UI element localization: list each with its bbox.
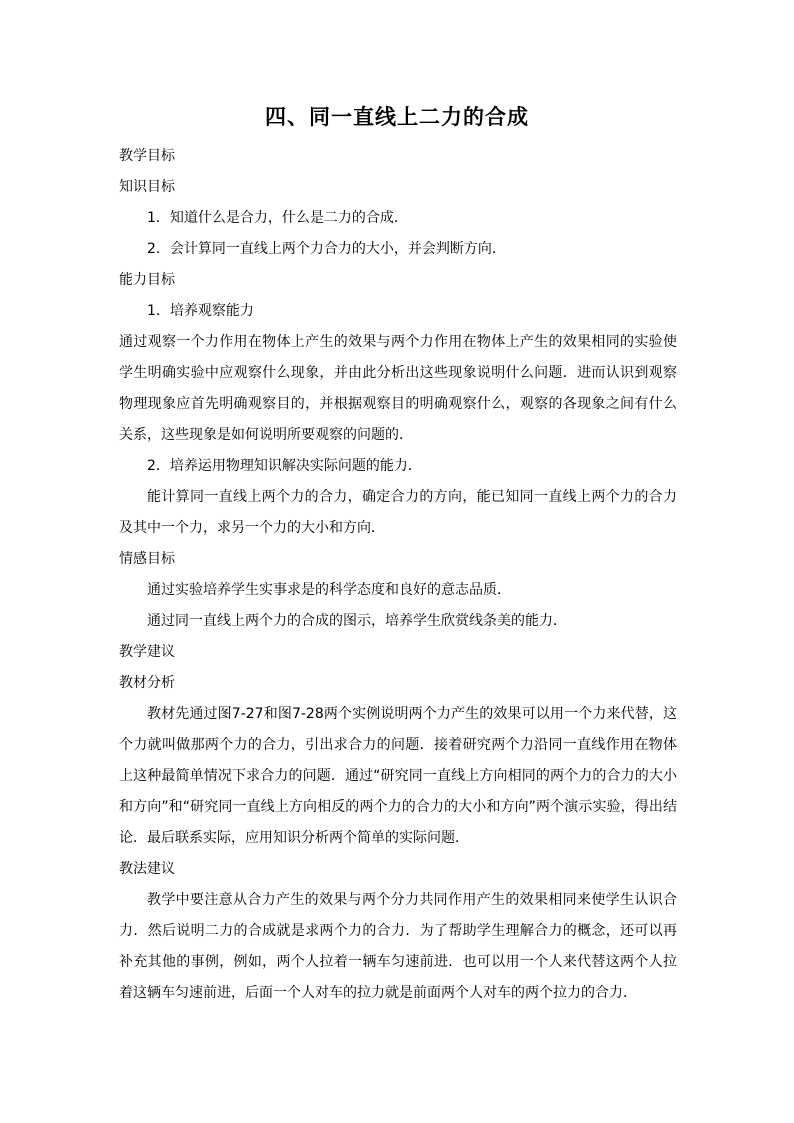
- section-heading-teaching-goals: 教学目标: [119, 148, 175, 164]
- subsection-heading-method-suggestions: 教法建议: [119, 861, 175, 877]
- subsection-heading-knowledge-goals: 知识目标: [119, 179, 175, 195]
- ability-goal-item: 2．培养运用物理知识解决实际问题的能力．: [147, 458, 422, 474]
- knowledge-goal-item: 2．会计算同一直线上两个力合力的大小，并会判断方向．: [147, 241, 506, 257]
- body-paragraph: 能计算同一直线上两个力的合力，确定合力的方向，能已知同一直线上两个力的合力及其中一个力，求另一个力的大小和方向．: [119, 489, 677, 536]
- section-heading-teaching-suggestions: 教学建议: [119, 644, 175, 660]
- emotional-goal-item: 通过实验培养学生实事求是的科学态度和良好的意志品质．: [147, 582, 511, 598]
- knowledge-goal-item: 1．知道什么是合力，什么是二力的合成．: [147, 210, 408, 226]
- subsection-heading-textbook-analysis: 教材分析: [119, 675, 175, 691]
- document-title: 四、同一直线上二力的合成: [265, 105, 529, 129]
- ability-goal-item: 1．培养观察能力: [147, 303, 254, 319]
- emotional-goal-item: 通过同一直线上两个力的合成的图示，培养学生欣赏线条美的能力．: [147, 613, 567, 629]
- body-paragraph: 通过观察一个力作用在物体上产生的效果与两个力作用在物体上产生的效果相同的实验使学生明确实验中应观察什么现象，并由此分析出这些现象说明什么问题．进而认识到观察物理现象应首先明确观察目的，并根据观察目的明确观察什么，观察的各现象之间有什么关系，这些现象是如何说明所要观察的问题的．: [119, 334, 677, 443]
- document-body: [119, 141, 677, 1009]
- body-paragraph: 教材先通过图7-27和图7-28两个实例说明两个力产生的效果可以用一个力来代替，这个力就叫做那两个力的合力，引出求合力的问题．接着研究两个力沿同一直线作用在物体上这种最简单情况下求合力的问题．通过“研究同一直线上方向相同的两个力的合力的大小和方向”和“研究同一直线上方向相反的两个力的合力的大小和方向”两个演示实验，得出结论．最后联系实际，应用知识分析两个简单的实际问题．: [119, 706, 677, 846]
- subsection-heading-emotional-goals: 情感目标: [119, 551, 175, 567]
- subsection-heading-ability-goals: 能力目标: [119, 272, 175, 288]
- body-paragraph: 教学中要注意从合力产生的效果与两个分力共同作用产生的效果相同来使学生认识合力．然后说明二力的合成就是求两个力的合力．为了帮助学生理解合力的概念，还可以再补充其他的事例，例如，两个人拉着一辆车匀速前进．也可以用一个人来代替这两个人拉着这辆车匀速前进，后面一个人对车的拉力就是前面两个人对车的两个拉力的合力．: [119, 892, 677, 1001]
